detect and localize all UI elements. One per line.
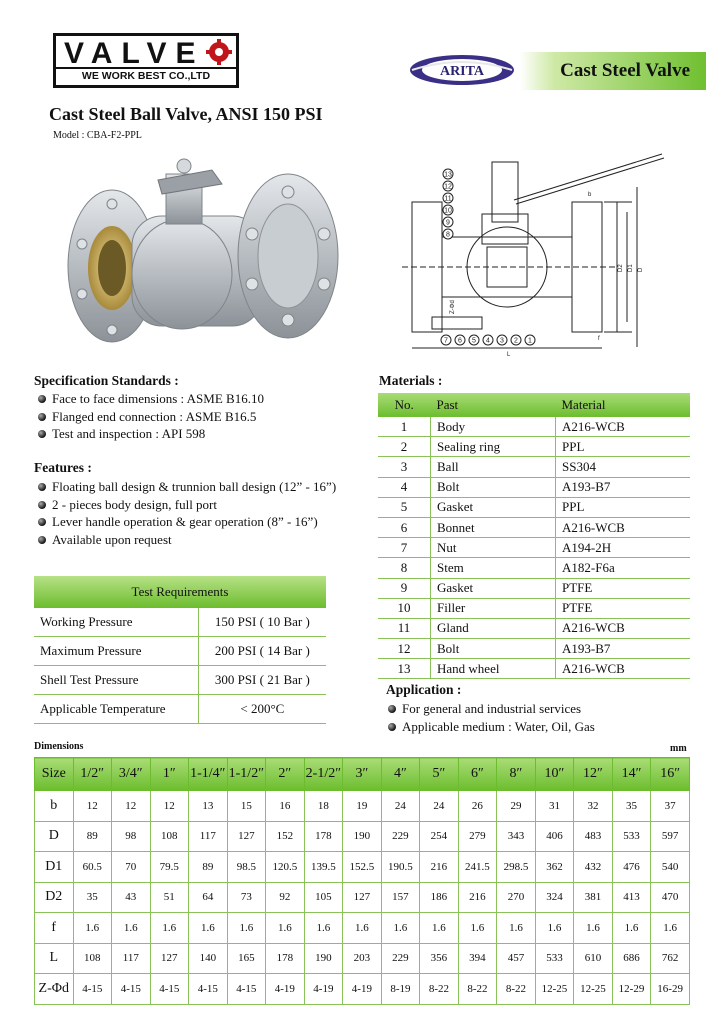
test-value: 300 PSI ( 21 Bar ) [198, 666, 326, 695]
gear-valve-icon [206, 39, 232, 65]
dim-row-label: D1 [35, 852, 74, 883]
list-item: 2 - pieces body design, full port [36, 496, 376, 514]
material-part: Stem [431, 558, 556, 578]
materials-table [378, 393, 690, 679]
dim-cell: 1.6 [651, 913, 690, 944]
callout-label: 12 [444, 183, 452, 191]
dim-cell: 413 [612, 882, 651, 913]
material-spec: A194-2H [556, 538, 691, 558]
table-row [35, 791, 690, 822]
dimension-label: D [638, 267, 644, 272]
dim-cell: 4-15 [227, 974, 266, 1005]
col-header: Material [556, 393, 691, 417]
callout-label: 5 [472, 337, 476, 345]
callout-label: 8 [446, 231, 450, 239]
size-header: 5″ [420, 758, 459, 791]
dim-cell: 216 [420, 852, 459, 883]
valve-section-drawing [402, 152, 702, 362]
dim-cell: 241.5 [458, 852, 497, 883]
dim-cell: 229 [381, 943, 420, 974]
dim-cell: 432 [574, 852, 613, 883]
dim-cell: 35 [612, 791, 651, 822]
arita-text: ARITA [439, 64, 485, 79]
dim-cell: 1.6 [227, 913, 266, 944]
dim-cell: 4-15 [73, 974, 112, 1005]
test-heading: Test Requirements [34, 576, 326, 608]
size-header: 4″ [381, 758, 420, 791]
dim-cell: 178 [266, 943, 305, 974]
table-row [378, 497, 690, 517]
size-header: 16″ [651, 758, 690, 791]
list-item: Face to face dimensions : ASME B16.10 [36, 390, 356, 408]
callout-label: 3 [500, 337, 504, 345]
test-value: 200 PSI ( 14 Bar ) [198, 637, 326, 666]
dimension-label: Z-Φd [450, 300, 456, 314]
dim-cell: 1.6 [189, 913, 228, 944]
dim-cell: 533 [612, 821, 651, 852]
material-no: 1 [378, 417, 431, 437]
dim-cell: 29 [497, 791, 536, 822]
dim-cell: 686 [612, 943, 651, 974]
dim-cell: 73 [227, 882, 266, 913]
dim-cell: 60.5 [73, 852, 112, 883]
dimension-label: b [588, 192, 592, 198]
col-header: Past [431, 393, 556, 417]
dim-cell: 8-19 [381, 974, 420, 1005]
dim-cell: 51 [150, 882, 189, 913]
dim-cell: 4-19 [304, 974, 343, 1005]
test-requirements-table [34, 576, 326, 724]
dim-cell: 279 [458, 821, 497, 852]
material-part: Gland [431, 618, 556, 638]
arita-logo [408, 52, 516, 88]
dim-cell: 254 [420, 821, 459, 852]
dim-cell: 37 [651, 791, 690, 822]
dim-cell: 1.6 [574, 913, 613, 944]
dim-cell: 1.6 [458, 913, 497, 944]
dim-cell: 26 [458, 791, 497, 822]
spec-heading: Specification Standards : [34, 373, 179, 388]
logo-word: VALVE [64, 37, 205, 70]
dim-cell: 1.6 [266, 913, 305, 944]
material-spec: SS304 [556, 457, 691, 477]
dim-cell: 89 [73, 821, 112, 852]
banner-cast-steel: Cast Steel Valve [520, 52, 706, 90]
dim-cell: 120.5 [266, 852, 305, 883]
company-logo [53, 33, 239, 88]
callout-label: 6 [458, 337, 462, 345]
material-spec: A216-WCB [556, 618, 691, 638]
size-header: 1-1/2″ [227, 758, 266, 791]
features-heading: Features : [34, 460, 92, 475]
table-row [378, 659, 690, 679]
dim-cell: 127 [150, 943, 189, 974]
dim-cell: 610 [574, 943, 613, 974]
material-spec: A216-WCB [556, 417, 691, 437]
dim-cell: 1.6 [343, 913, 382, 944]
material-part: Gasket [431, 578, 556, 598]
test-label: Maximum Pressure [34, 637, 198, 666]
dim-cell: 24 [381, 791, 420, 822]
dim-cell: 70 [112, 852, 151, 883]
list-item: Flanged end connection : ASME B16.5 [36, 408, 356, 426]
size-header: 10″ [535, 758, 574, 791]
dimension-label: f [598, 336, 600, 342]
dim-cell: 1.6 [535, 913, 574, 944]
material-spec: PPL [556, 437, 691, 457]
material-no: 13 [378, 659, 431, 679]
material-no: 7 [378, 538, 431, 558]
material-part: Ball [431, 457, 556, 477]
dim-cell: 381 [574, 882, 613, 913]
dim-cell: 483 [574, 821, 613, 852]
dim-cell: 127 [343, 882, 382, 913]
material-no: 6 [378, 517, 431, 537]
dimensions-label: Dimensions [34, 741, 84, 752]
spec-list [36, 390, 356, 443]
dim-cell: 12 [73, 791, 112, 822]
material-no: 3 [378, 457, 431, 477]
table-row [378, 437, 690, 457]
table-row [34, 608, 326, 637]
table-row-header [35, 758, 690, 791]
dim-row-label: L [35, 943, 74, 974]
dim-cell: 343 [497, 821, 536, 852]
list-item: Floating ball design & trunnion ball design (12” - 16”) [36, 478, 376, 496]
dim-cell: 4-15 [112, 974, 151, 1005]
dim-cell: 16 [266, 791, 305, 822]
material-no: 2 [378, 437, 431, 457]
dim-cell: 12 [112, 791, 151, 822]
callout-label: 13 [444, 171, 452, 179]
dim-cell: 98.5 [227, 852, 266, 883]
dim-cell: 1.6 [73, 913, 112, 944]
table-row [34, 637, 326, 666]
material-spec: PTFE [556, 598, 691, 618]
test-label: Applicable Temperature [34, 695, 198, 724]
dim-cell: 178 [304, 821, 343, 852]
dim-cell: 190 [343, 821, 382, 852]
dim-cell: 324 [535, 882, 574, 913]
dim-row-label: f [35, 913, 74, 944]
dim-cell: 470 [651, 882, 690, 913]
materials-heading: Materials : [379, 373, 443, 388]
table-row [378, 618, 690, 638]
material-part: Bolt [431, 477, 556, 497]
callout-label: 1 [528, 337, 532, 345]
dim-cell: 92 [266, 882, 305, 913]
ball-valve-photo [62, 144, 348, 354]
dim-cell: 140 [189, 943, 228, 974]
dim-cell: 4-19 [266, 974, 305, 1005]
logo-tagline: WE WORK BEST CO.,LTD [56, 67, 236, 85]
material-part: Sealing ring [431, 437, 556, 457]
dim-cell: 13 [189, 791, 228, 822]
dim-cell: 89 [189, 852, 228, 883]
size-header: 1/2″ [73, 758, 112, 791]
material-spec: A193-B7 [556, 477, 691, 497]
dim-cell: 1.6 [420, 913, 459, 944]
size-header: 3/4″ [112, 758, 151, 791]
material-part: Hand wheel [431, 659, 556, 679]
dim-cell: 1.6 [497, 913, 536, 944]
dim-cell: 8-22 [420, 974, 459, 1005]
dim-row-label: Z-Φd [35, 974, 74, 1005]
dim-cell: 79.5 [150, 852, 189, 883]
dim-cell: 406 [535, 821, 574, 852]
dim-cell: 43 [112, 882, 151, 913]
material-part: Body [431, 417, 556, 437]
dim-cell: 597 [651, 821, 690, 852]
material-no: 8 [378, 558, 431, 578]
list-item: For general and industrial services [386, 700, 706, 718]
dim-cell: 127 [227, 821, 266, 852]
dim-cell: 186 [420, 882, 459, 913]
dim-cell: 4-19 [343, 974, 382, 1005]
dim-cell: 190 [304, 943, 343, 974]
table-row [35, 943, 690, 974]
dim-cell: 394 [458, 943, 497, 974]
dim-cell: 8-22 [458, 974, 497, 1005]
dim-cell: 362 [535, 852, 574, 883]
size-header: 1″ [150, 758, 189, 791]
dim-cell: 540 [651, 852, 690, 883]
callout-label: 9 [446, 219, 450, 227]
material-part: Bonnet [431, 517, 556, 537]
material-spec: A216-WCB [556, 659, 691, 679]
table-row [34, 666, 326, 695]
dim-cell: 24 [420, 791, 459, 822]
table-row [35, 821, 690, 852]
list-item: Lever handle operation & gear operation (8” - 16”) [36, 513, 376, 531]
model-number: Model : CBA-F2-PPL [53, 130, 142, 141]
dim-cell: 533 [535, 943, 574, 974]
size-header: 2″ [266, 758, 305, 791]
page-title: Cast Steel Ball Valve, ANSI 150 PSI [49, 104, 323, 124]
callout-label: 4 [486, 337, 490, 345]
dim-cell: 152 [266, 821, 305, 852]
material-spec: PPL [556, 497, 691, 517]
table-row [35, 974, 690, 1005]
dim-cell: 476 [612, 852, 651, 883]
dim-cell: 152.5 [343, 852, 382, 883]
table-row [378, 538, 690, 558]
dim-cell: 4-15 [189, 974, 228, 1005]
dim-row-label: D [35, 821, 74, 852]
list-item: Available upon request [36, 531, 376, 549]
material-spec: A182-F6a [556, 558, 691, 578]
dim-cell: 64 [189, 882, 228, 913]
size-header: 2-1/2″ [304, 758, 343, 791]
dim-cell: 229 [381, 821, 420, 852]
dim-row-label: D2 [35, 882, 74, 913]
test-label: Working Pressure [34, 608, 198, 637]
dim-cell: 1.6 [612, 913, 651, 944]
table-row [35, 882, 690, 913]
dim-cell: 165 [227, 943, 266, 974]
dimension-label: D1 [628, 264, 634, 272]
dim-cell: 98 [112, 821, 151, 852]
dim-cell: 139.5 [304, 852, 343, 883]
material-no: 10 [378, 598, 431, 618]
callout-label: 2 [514, 337, 518, 345]
list-item: Test and inspection : API 598 [36, 425, 356, 443]
dim-cell: 298.5 [497, 852, 536, 883]
table-row [378, 417, 690, 437]
dim-cell: 1.6 [381, 913, 420, 944]
dim-cell: 190.5 [381, 852, 420, 883]
material-spec: A193-B7 [556, 639, 691, 659]
dimensions-table [34, 757, 690, 1005]
test-value: < 200°C [198, 695, 326, 724]
size-header: 8″ [497, 758, 536, 791]
dim-cell: 117 [112, 943, 151, 974]
dim-row-label: b [35, 791, 74, 822]
material-no: 5 [378, 497, 431, 517]
dimension-label: D2 [618, 264, 624, 272]
dim-cell: 32 [574, 791, 613, 822]
dim-cell: 216 [458, 882, 497, 913]
dim-cell: 19 [343, 791, 382, 822]
material-no: 11 [378, 618, 431, 638]
table-row [378, 578, 690, 598]
table-row [378, 639, 690, 659]
size-header: 12″ [574, 758, 613, 791]
dim-cell: 356 [420, 943, 459, 974]
material-spec: PTFE [556, 578, 691, 598]
dim-cell: 35 [73, 882, 112, 913]
table-row [34, 695, 326, 724]
material-part: Filler [431, 598, 556, 618]
dim-cell: 18 [304, 791, 343, 822]
dim-cell: 15 [227, 791, 266, 822]
material-part: Gasket [431, 497, 556, 517]
dim-cell: 108 [150, 821, 189, 852]
dim-cell: 31 [535, 791, 574, 822]
size-header: 6″ [458, 758, 497, 791]
material-no: 4 [378, 477, 431, 497]
unit-label: mm [670, 743, 687, 754]
dim-cell: 12 [150, 791, 189, 822]
callout-label: 11 [444, 195, 452, 203]
table-row [378, 558, 690, 578]
size-header: 14″ [612, 758, 651, 791]
dim-cell: 270 [497, 882, 536, 913]
dim-cell: 157 [381, 882, 420, 913]
dim-cell: 1.6 [150, 913, 189, 944]
material-part: Bolt [431, 639, 556, 659]
list-item: Applicable medium : Water, Oil, Gas [386, 718, 706, 736]
dim-cell: 8-22 [497, 974, 536, 1005]
material-spec: A216-WCB [556, 517, 691, 537]
application-list [386, 700, 706, 735]
table-row [378, 457, 690, 477]
size-header: 3″ [343, 758, 382, 791]
dim-cell: 12-25 [574, 974, 613, 1005]
material-no: 9 [378, 578, 431, 598]
table-row [378, 598, 690, 618]
test-value: 150 PSI ( 10 Bar ) [198, 608, 326, 637]
material-no: 12 [378, 639, 431, 659]
dimension-label: L [507, 352, 511, 358]
dim-cell: 16-29 [651, 974, 690, 1005]
table-row [35, 913, 690, 944]
dim-cell: 762 [651, 943, 690, 974]
dim-cell: 4-15 [150, 974, 189, 1005]
dim-cell: 203 [343, 943, 382, 974]
material-part: Nut [431, 538, 556, 558]
callout-label: 10 [444, 207, 452, 215]
dim-cell: 12-29 [612, 974, 651, 1005]
table-row [378, 517, 690, 537]
dim-cell: 12-25 [535, 974, 574, 1005]
table-row [378, 477, 690, 497]
dim-cell: 1.6 [304, 913, 343, 944]
application-heading: Application : [386, 682, 462, 697]
dim-cell: 117 [189, 821, 228, 852]
dim-cell: 108 [73, 943, 112, 974]
dim-cell: 105 [304, 882, 343, 913]
test-label: Shell Test Pressure [34, 666, 198, 695]
size-header-label: Size [35, 758, 74, 791]
col-header: No. [378, 393, 431, 417]
callout-label: 7 [444, 337, 448, 345]
features-list [36, 478, 376, 548]
dim-cell: 457 [497, 943, 536, 974]
table-row [35, 852, 690, 883]
size-header: 1-1/4″ [189, 758, 228, 791]
dim-cell: 1.6 [112, 913, 151, 944]
